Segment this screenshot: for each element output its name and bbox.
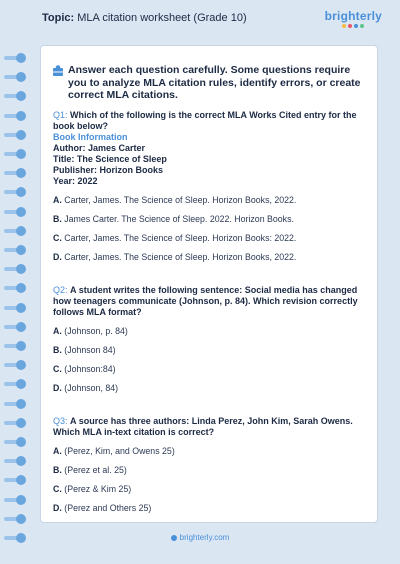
option-a[interactable]: A. (Johnson, p. 84) bbox=[53, 325, 128, 336]
spiral-ring bbox=[4, 91, 28, 101]
question-number: Q1: bbox=[53, 109, 68, 120]
option-c[interactable]: C. Carter, James. The Science of Sleep. Horizon Books: 2022. bbox=[53, 232, 297, 243]
spiral-ring bbox=[4, 245, 28, 255]
question-1 bbox=[53, 110, 367, 132]
option-a[interactable]: A. Carter, James. The Science of Sleep. Horizon Books, 2022. bbox=[53, 194, 297, 205]
worksheet-content bbox=[53, 64, 367, 514]
book-info-title: Book Information bbox=[53, 131, 128, 142]
question-text: A source has three authors: Linda Perez, John Kim, Sarah Owens. Which MLA in-text citation is correct? bbox=[53, 415, 353, 437]
spiral-ring bbox=[4, 437, 28, 447]
footer-link[interactable]: brighterly.com bbox=[179, 533, 230, 542]
logo-dot bbox=[360, 24, 364, 28]
question-text: A student writes the following sentence: Social media has changed how teenagers communicate (Johnson, p. 84). Which revision correctly follows MLA format? bbox=[53, 284, 358, 317]
spiral-ring bbox=[4, 111, 28, 121]
spiral-ring bbox=[4, 168, 28, 178]
spiral-ring bbox=[4, 72, 28, 82]
spiral-ring bbox=[4, 514, 28, 524]
logo-text: brighterly bbox=[324, 9, 382, 23]
book-info-year: Year: 2022 bbox=[53, 175, 98, 186]
intro-text: Answer each question carefully. Some questions require you to analyze MLA citation rules, identify errors, or create correct MLA citations. bbox=[68, 64, 361, 101]
question-number: Q3: bbox=[53, 415, 68, 426]
question-text: Which of the following is the correct MLA Works Cited entry for the book below? bbox=[53, 109, 357, 131]
option-b[interactable]: B. (Perez et al. 25) bbox=[53, 464, 127, 475]
spiral-ring bbox=[4, 149, 28, 159]
question-number: Q2: bbox=[53, 284, 68, 295]
book-info-author: Author: James Carter bbox=[53, 142, 146, 153]
topic-label: Topic: bbox=[42, 12, 75, 24]
option-c[interactable]: C. (Johnson:84) bbox=[53, 363, 116, 374]
logo-dots bbox=[342, 24, 364, 28]
spiral-ring bbox=[4, 418, 28, 428]
spiral-ring bbox=[4, 207, 28, 217]
book-info-publisher: Publisher: Horizon Books bbox=[53, 164, 164, 175]
spiral-ring bbox=[4, 495, 28, 505]
spiral-ring bbox=[4, 379, 28, 389]
worksheet-page bbox=[40, 45, 378, 523]
option-c[interactable]: C. (Perez & Kim 25) bbox=[53, 483, 132, 494]
option-a[interactable]: A. (Perez, Kim, and Owens 25) bbox=[53, 445, 175, 456]
puzzle-icon bbox=[53, 65, 63, 76]
topic-line bbox=[42, 12, 247, 24]
option-b[interactable]: B. James Carter. The Science of Sleep. 2022. Horizon Books. bbox=[53, 213, 294, 224]
spiral-ring bbox=[4, 226, 28, 236]
spiral-ring bbox=[4, 264, 28, 274]
spacer bbox=[53, 263, 367, 285]
spiral-ring bbox=[4, 475, 28, 485]
spiral-ring bbox=[4, 187, 28, 197]
question-2 bbox=[53, 285, 367, 318]
brighterly-logo[interactable] bbox=[325, 9, 382, 28]
book-info-title-line: Title: The Science of Sleep bbox=[53, 153, 167, 164]
intro bbox=[53, 64, 367, 102]
topic-value: MLA citation worksheet (Grade 10) bbox=[77, 12, 247, 24]
logo-dot bbox=[354, 24, 358, 28]
spiral-ring bbox=[4, 341, 28, 351]
logo-dot bbox=[348, 24, 352, 28]
option-d[interactable]: D. (Perez and Others 25) bbox=[53, 502, 152, 513]
question-3 bbox=[53, 416, 367, 438]
spacer bbox=[53, 394, 367, 416]
spiral-ring bbox=[4, 303, 28, 313]
spiral-binding bbox=[0, 45, 32, 555]
footer bbox=[0, 533, 400, 542]
header bbox=[0, 0, 400, 36]
spiral-ring bbox=[4, 283, 28, 293]
option-b[interactable]: B. (Johnson 84) bbox=[53, 344, 116, 355]
option-d[interactable]: D. Carter, James. The Science of Sleep. Horizon Books, 2022. bbox=[53, 251, 297, 262]
globe-icon bbox=[171, 535, 177, 541]
spiral-ring bbox=[4, 53, 28, 63]
spiral-ring bbox=[4, 360, 28, 370]
spiral-ring bbox=[4, 322, 28, 332]
logo-dot bbox=[342, 24, 346, 28]
option-d[interactable]: D. (Johnson, 84) bbox=[53, 382, 119, 393]
spiral-ring bbox=[4, 399, 28, 409]
spiral-ring bbox=[4, 130, 28, 140]
spiral-ring bbox=[4, 456, 28, 466]
